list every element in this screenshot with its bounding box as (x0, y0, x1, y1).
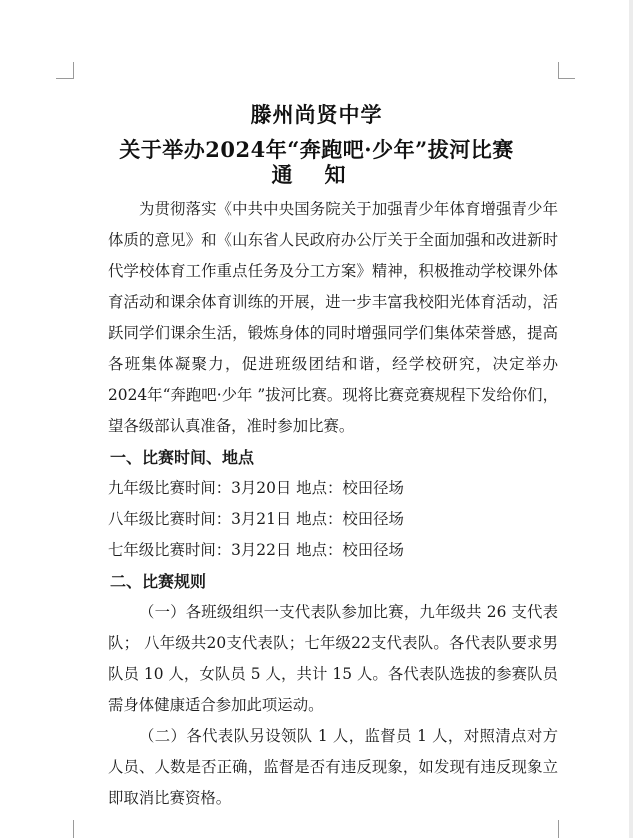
schedule-item: 八年级比赛时间：3月21日 地点：校田径场 (108, 510, 404, 528)
schedule-item: 九年级比赛时间：3月20日 地点：校田径场 (108, 479, 404, 497)
section-heading: 二、比赛规则 (110, 572, 207, 591)
intro-paragraph: 为贯彻落实《中共中央国务院关于加强青少年体育增强青少年体质的意见》和《山东省人民政府办公厅关于全面加强和改进新时代学校体育工作重点任务及分工方案》精神，积极推动学校课外体育活动和课余体育训练的开展，进一步丰富我校阳光体育活动，活跃同学们课余生活，锻炼身体的同时增强同学们集体荣誉感，提高各班集体凝聚力，促进班级团结和谐，经学校研究，决定举办2024年“奔跑吧·少年 ”拔河比赛。现将比赛竞赛规程下发给你们，望各级部认真准备，准时参加比赛。 (108, 200, 558, 435)
crop-mark-bottom-left-v (73, 820, 74, 838)
document-title: 关于举办2024年“奔跑吧·少年”拔河比赛 (119, 137, 514, 162)
school-name: 滕州尚贤中学 (250, 102, 383, 127)
crop-mark-top-right-h (558, 78, 575, 79)
crop-mark-bottom-right-v (558, 820, 559, 838)
crop-mark-top-left-h (56, 78, 73, 79)
schedule-item: 七年级比赛时间：3月22日 地点：校田径场 (108, 541, 404, 559)
document-subtitle: 通知 (271, 162, 378, 187)
crop-mark-top-left-v (73, 62, 74, 79)
rule-paragraph: （二）各代表队另设领队 1 人，监督员 1 人，对照清点对方人员、人数是否正确，监督是否有违反现象，如发现有违反现象立即取消比赛资格。 (108, 727, 558, 807)
section-heading: 一、比赛时间、地点 (110, 448, 255, 467)
document-body (108, 194, 558, 814)
rule-paragraph: （一）各班级组织一支代表队参加比赛，九年级共 26 支代表队； 八年级共20支代表队；七年级22支代表队。各代表队要求男队员 10 人，女队员 5 人，共计 15 人。各代表队选拔的参赛队员需身体健康适合参加此项运动。 (108, 603, 558, 714)
crop-mark-top-right-v (558, 62, 559, 79)
